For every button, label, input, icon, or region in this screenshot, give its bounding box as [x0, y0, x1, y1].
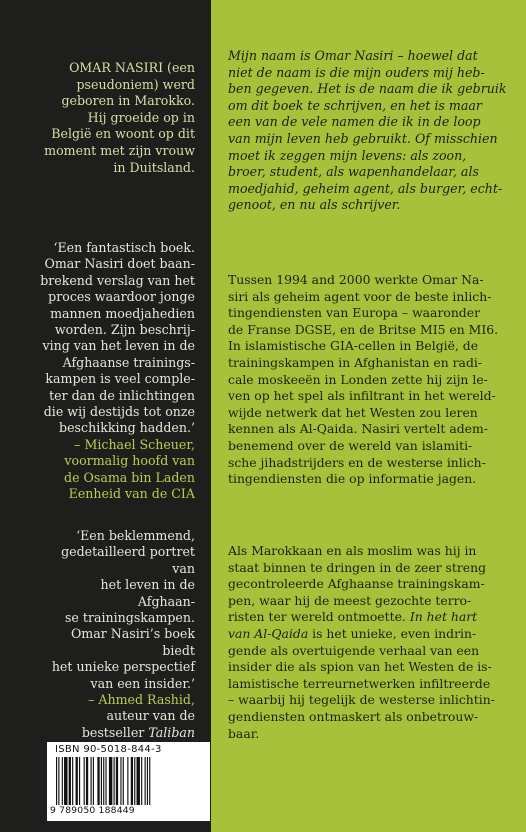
barcode-bar [103, 757, 104, 805]
quote-line: van een insider.’ [90, 675, 195, 691]
para-line: gendiensten ontmaskert als onbetrouw- [228, 708, 479, 724]
para-line: kennen als Al-Qaida. Nasiri vertelt adem- [228, 421, 488, 437]
barcode-bar [145, 757, 146, 805]
intro-line: van mijn leven heb gebruikt. Of misschien [228, 130, 498, 146]
para-line: In islamistische GIA-cellen in België, de [228, 338, 479, 354]
barcode-bars [52, 757, 205, 805]
bio-line: in Duitsland. [113, 159, 195, 175]
para-line: ven op het spel als infiltrant in het wereld- [228, 388, 496, 404]
author-bio [40, 60, 195, 176]
para-line: staat binnen te dringen in de zeer streng [228, 559, 487, 575]
barcode-bar [84, 757, 85, 805]
barcode-bar [76, 757, 78, 805]
barcode-bar [137, 757, 140, 805]
quote-line: ‘Een beklemmend, [76, 528, 195, 543]
quote-line: Afghaanse trainings- [62, 354, 195, 370]
para-line: tingendiensten van Europa – waaronder [228, 305, 480, 321]
para-line: siri als geheim agent voor de beste inlich- [228, 288, 492, 304]
quote-attribution-line: auteur van de [106, 708, 195, 724]
quote-attribution-name: – Ahmed Rashid, [88, 692, 195, 708]
quote-line: se trainingskampen. [64, 610, 195, 626]
para-line: Als Marokkaan en als moslim was hij in [228, 543, 477, 558]
barcode-bar [86, 757, 88, 805]
quote-attribution-line: de Osama bin Laden [64, 469, 195, 485]
bio-line: Hij groeide op in [87, 109, 195, 125]
barcode-bar [79, 757, 80, 805]
para-line: baar. [228, 725, 260, 741]
quote-line: proces waardoor jonge [48, 289, 195, 305]
barcode-bar [56, 757, 57, 805]
para-line: insider die als spion van het Westen de is- [228, 659, 492, 675]
bio-line: moment met zijn vrouw [44, 142, 195, 158]
intro-line: genoot, en nu als schrijver. [228, 197, 401, 213]
intro-quote [228, 48, 513, 214]
para-line: gende als overtuigende verhaal van een [228, 642, 480, 658]
barcode-bar [131, 757, 133, 805]
para-line [228, 609, 513, 626]
barcode-bar [58, 757, 59, 805]
quote-line: brekend verslag van het [40, 272, 195, 288]
para-line: cale moskeeën in Londen zette hij zijn le- [228, 371, 488, 387]
barcode-digits: 9 789050 188449 [50, 805, 135, 816]
quote-attribution-line: voormalig hoofd van [64, 453, 195, 469]
intro-line: broer, student, als wapenhandelaar, als [228, 164, 479, 180]
barcode-bar [109, 757, 112, 805]
quote-line: het unieke perspectief [51, 659, 195, 675]
quote-line: ter dan de inlichtingen [49, 387, 195, 403]
quote-line: worden. Zijn beschrij- [54, 322, 195, 338]
book-title-part: van Al-Qaida [228, 625, 309, 641]
para-line: wijde netwerk dat het Westen zou leren [228, 404, 478, 420]
para-line: pen, waar hij de meest gezochte terro- [228, 592, 472, 608]
blurb-paragraph-2 [228, 543, 513, 742]
barcode-bar [101, 757, 102, 805]
barcode-bar [134, 757, 135, 805]
review-quote-scheuer [40, 240, 195, 503]
intro-line: ben gegeven. Het is de naam die ik gebruik [228, 81, 507, 97]
bio-line: België en woont op dit [51, 126, 195, 142]
barcode-bar [97, 757, 99, 805]
isbn-barcode [47, 742, 210, 821]
left-dark-panel [0, 0, 211, 832]
intro-line: niet de naam is die mijn ouders mij heb- [228, 64, 485, 80]
quote-line: beschikking hadden.’ [59, 420, 195, 436]
quote-line: Omar Nasiri doet baan- [44, 256, 195, 272]
quote-line: Omar Nasiri’s boek biedt [70, 626, 195, 658]
bio-line: OMAR NASIRI (een [69, 60, 195, 75]
barcode-bar [147, 757, 148, 805]
para-line: trainingskampen in Afghanistan en radi- [228, 354, 483, 370]
para-text: is het unieke, even indrin- [308, 625, 477, 641]
barcode-bar [114, 757, 115, 805]
intro-line: een van de vele namen die ik in de loop [228, 114, 481, 130]
para-line: sche jihadstrijders en de westerse inlich- [228, 454, 486, 470]
intro-line: Mijn naam is Omar Nasiri – hoewel dat [228, 48, 478, 63]
barcode-bar [93, 757, 94, 805]
intro-line: moet ik zeggen mijn levens: als zoon, [228, 147, 467, 163]
para-line: lamistische terreurnetwerken infiltreerde [228, 675, 491, 691]
barcode-bar [123, 757, 124, 805]
quote-line: kampen is veel comple- [45, 371, 195, 387]
book-title-taliban: Taliban [148, 724, 195, 740]
quote-line: gedetailleerd portret van [61, 544, 195, 576]
right-lime-panel [211, 0, 526, 832]
para-line: – waarbij hij tegelijk de westerse inlichtin- [228, 692, 495, 708]
intro-line: moedjahid, geheim agent, als burger, echt- [228, 180, 503, 196]
para-line [228, 626, 513, 643]
blurb-paragraph-1 [228, 272, 513, 488]
barcode-bar [116, 757, 118, 805]
quote-line: ving van het leven in de [42, 338, 195, 354]
para-line: Tussen 1994 and 2000 werkte Omar Na- [228, 272, 484, 287]
barcode-bar [62, 757, 63, 805]
book-title-part: In het hart [409, 609, 478, 625]
bio-line: pseudoniem) werd [76, 76, 195, 92]
para-text: risten ter wereld ontmoette. [228, 609, 406, 625]
review-quote-rashid [40, 528, 195, 741]
barcode-bar [149, 757, 150, 805]
barcode-bar [64, 757, 67, 805]
barcode-bar [105, 757, 106, 805]
attribution-prefix: bestseller [81, 724, 149, 740]
quote-line: ‘Een fantastisch boek. [53, 240, 195, 255]
quote-line: die wij destijds tot onze [43, 404, 195, 420]
barcode-bar [91, 757, 92, 805]
barcode-bar [72, 757, 73, 805]
bio-line: geboren in Marokko. [61, 93, 195, 109]
quote-attribution-line: Eenheid van de CIA [68, 486, 195, 502]
quote-attribution-line: – Michael Scheuer, [74, 436, 195, 452]
para-line: de Franse DGSE, en de Britse MI5 en MI6. [228, 321, 499, 337]
intro-line: om dit boek te schrijven, en het is maar [228, 97, 482, 113]
para-line: benemend over de wereld van islamiti- [228, 437, 473, 453]
quote-line: het leven in de Afghaan- [100, 577, 195, 609]
quote-line: mannen moedjahedien [50, 305, 195, 321]
barcode-bar [127, 757, 128, 805]
para-line: gecontroleerde Afghaanse trainingskam- [228, 576, 485, 592]
isbn-number: ISBN 90-5018-844-3 [55, 744, 162, 755]
para-line: tingendiensten die op informatie jagen. [228, 471, 477, 487]
barcode-bar [69, 757, 71, 805]
quote-attribution-line [40, 725, 195, 741]
barcode-bar [120, 757, 121, 805]
barcode-bar [141, 757, 142, 805]
